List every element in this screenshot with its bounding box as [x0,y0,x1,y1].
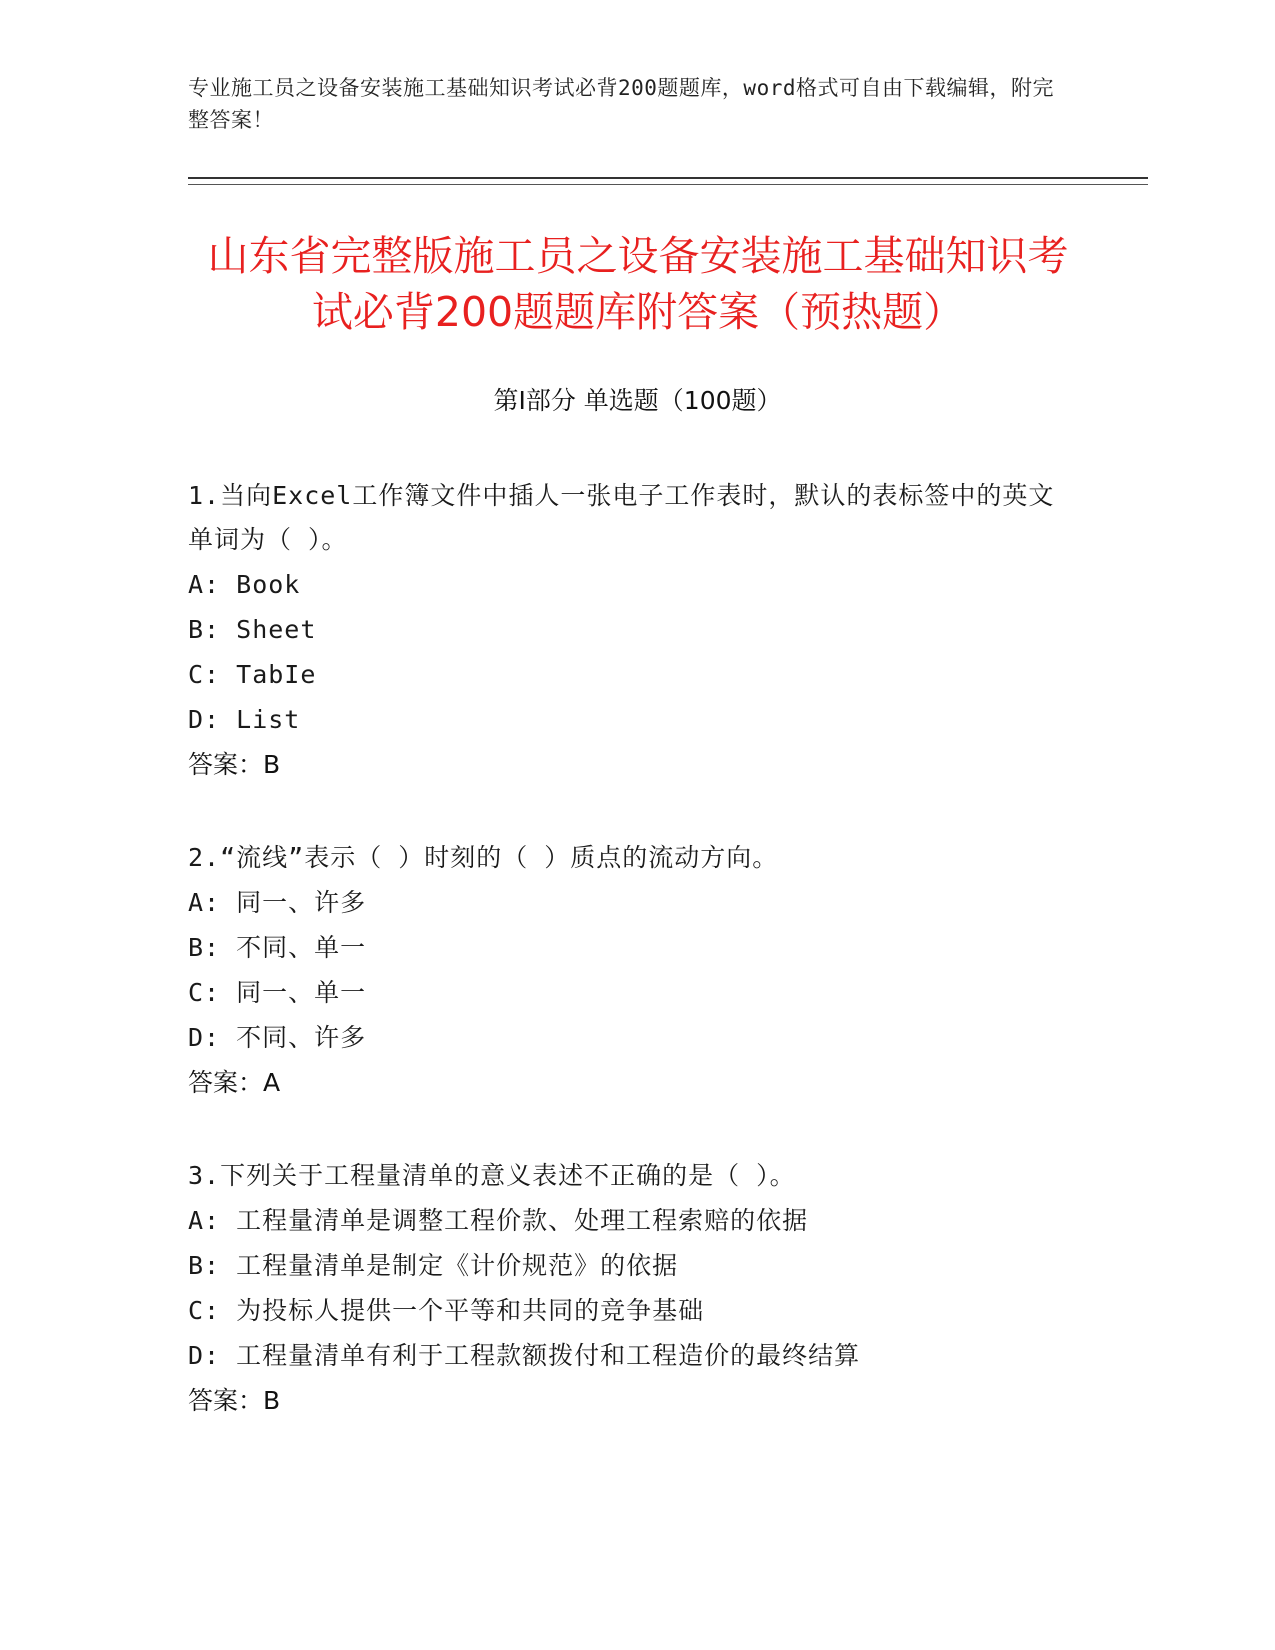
option-b: B: 不同、单一 [188,933,367,962]
answer-line: 答案：A [188,1068,281,1097]
question-stem: 1.当向Excel工作簿文件中插人一张电子工作表时，默认的表标签中的英文单词为（ ）。 [188,481,1055,554]
question-stem: 2.“流线”表示（ ）时刻的（ ）质点的流动方向。 [188,843,779,872]
option-d: D: List [188,705,301,734]
option-b: B: Sheet [188,615,317,644]
option-d: D: 不同、许多 [188,1023,367,1052]
question-item [188,836,1068,1106]
question-item [188,474,1068,788]
option-c: C: 同一、单一 [188,978,367,1007]
question-item [188,1154,1068,1424]
header-divider-thin [188,184,1148,185]
question-list [188,474,1068,1472]
section-title: 第Ⅰ部分 单选题（100题） [493,386,782,415]
document-title: 山东省完整版施工员之设备安装施工基础知识考试必背200题题库附答案（预热题） [207,232,1069,336]
header-note: 专业施工员之设备安装施工基础知识考试必背200题题库，word格式可自由下载编辑，附完整答案！ [188,76,1054,132]
option-a: A: Book [188,570,301,599]
answer-line: 答案：B [188,750,281,779]
option-b: B: 工程量清单是制定《计价规范》的依据 [188,1251,679,1280]
option-d: D: 工程量清单有利于工程款额拨付和工程造价的最终结算 [188,1341,861,1370]
option-c: C: 为投标人提供一个平等和共同的竞争基础 [188,1296,705,1325]
option-a: A: 工程量清单是调整工程价款、处理工程索赔的依据 [188,1206,809,1235]
option-c: C: TabIe [188,660,317,689]
option-a: A: 同一、许多 [188,888,367,917]
header-divider-thick [188,177,1148,179]
question-stem: 3.下列关于工程量清单的意义表述不正确的是（ ）。 [188,1161,796,1190]
answer-line: 答案：B [188,1386,281,1415]
